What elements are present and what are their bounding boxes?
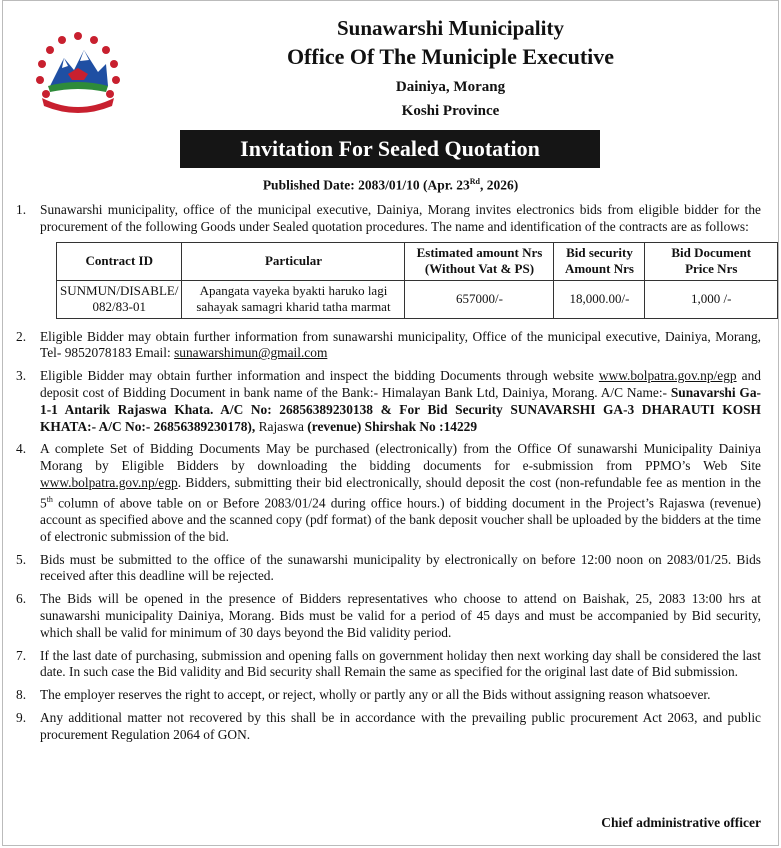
list-item	[16, 648, 761, 682]
list-item	[16, 591, 761, 641]
item-text: Bids must be submitted to the office of the sunawarshi municipality by electronically on before 12:00 noon on 2083/01/25. Bids received after this deadline will be rejected.	[40, 551, 761, 584]
list-item	[16, 202, 761, 236]
nepal-government-emblem-icon	[28, 28, 128, 120]
item-text: If the last date of purchasing, submission and opening falls on government holiday then next working day shall be considered the last date. In such case the Bid validity and Bid security shall Remain the same as specified for the original last date of Bid submission.	[40, 647, 761, 680]
item-text: A complete Set of Bidding Documents May be purchased (electronically) from the Office Of sunawarshi Municipality Dainiya Morang by Eligible Bidders by downloading the bidding documents for e-submission from PPMO’s Web Site www.bolpatra.gov.np/egp. Bidders, submitting their bid electronically, should deposit the cost (non-refundable fee as mention in the 5th column of above table on or Before 2083/01/24 during office hours.) of bidding document in the Project’s Rajaswa (revenue) account as specified above and the scanned copy (pdf format) of the bank deposit voucher shall be uploaded by the bidders at the time of electronic submission of the bid.	[40, 441, 761, 544]
title-banner: Invitation For Sealed Quotation	[180, 130, 600, 168]
municipality-name: Sunawarshi Municipality	[337, 16, 564, 40]
item-number: 1.	[16, 202, 27, 217]
item-text: Eligible Bidder may obtain further information from sunawarshi municipality, Office of the municipal executive, Dainiya, Morang, Tel- 9852078183 Email: sunawarshimun@gmail.com	[40, 328, 761, 361]
item-number: 2.	[16, 328, 27, 344]
item-number: 5.	[16, 551, 27, 567]
header-bid-document-price: Bid Document Price Nrs	[645, 242, 778, 280]
list-item	[16, 710, 761, 744]
header-particular: Particular	[182, 242, 405, 280]
table-row	[57, 280, 778, 318]
item-text: Sunawarshi municipality, office of the municipal executive, Dainiya, Morang invites electronics bids from eligible bidder for the procurement of the following Goods under Sealed quotation procedures. The name and identification of the contracts are as follows:	[40, 202, 761, 234]
website-link[interactable]: www.bolpatra.gov.np/egp	[598, 368, 737, 384]
website-link[interactable]: www.bolpatra.gov.np/egp	[40, 474, 178, 490]
item-number: 9.	[16, 710, 27, 725]
contracts-table	[56, 242, 778, 319]
item-text: Any additional matter not recovered by this shall be in accordance with the prevailing public procurement Act 2063, and public procurement Regulation 2064 of GON.	[40, 710, 761, 742]
notice-body	[16, 202, 761, 750]
province-line: Koshi Province	[401, 103, 500, 119]
item-number: 3.	[16, 368, 27, 384]
list-item	[16, 687, 761, 704]
item-number: 6.	[16, 591, 27, 607]
email-link[interactable]: sunawarshimun@gmail.com	[174, 345, 328, 361]
item-text: The Bids will be opened in the presence of Bidders representatives who choose to attend on Baishak, 25, 2083 13:00 hrs at sunawarshi municipality Dainiya, Morang. Bids must be valid for a period of 45 days and must be accompanied by Bid security, which shall be valid for minimum of 30 days beyond the Bid validity period.	[40, 591, 761, 640]
list-item	[16, 441, 761, 545]
item-number: 8.	[16, 687, 27, 703]
table-header-row	[57, 242, 778, 280]
list-item	[16, 329, 761, 363]
signature-title: Chief administrative officer	[601, 815, 761, 830]
cell-particular: Apangata vayeka byakti haruko lagi sahayak samagri kharid tatha marmat	[182, 280, 405, 318]
list-item	[16, 552, 761, 586]
item-number: 4.	[16, 441, 27, 457]
header-bid-security: Bid security Amount Nrs	[554, 242, 645, 280]
header-contract-id: Contract ID	[57, 242, 182, 280]
list-item	[16, 368, 761, 435]
header-estimated-amount: Estimated amount Nrs (Without Vat & PS)	[405, 242, 554, 280]
published-date: Published Date: 2083/01/10 (Apr. 23Rd, 2026)	[262, 177, 519, 193]
cell-document-price: 1,000 /-	[645, 280, 778, 318]
item-text: Eligible Bidder may obtain further information and inspect the bidding Documents through website www.bolpatra.gov.np/egp and deposit cost of Bidding Document in bank name of the Bank:- Himalayan Bank Ltd, Dainiya, Morang. A/C Name:- Sunavarshi Ga-1-1 Antarik Rajaswa Khata. A/C No: 26856389230138 & For Bid Security SUNAVARSHI GA-3 DHARAUTI KOSH KHATA:- A/C No:- 26856389230178), Rajaswa (revenue) Shirshak No :14229	[40, 368, 761, 434]
item-text: The employer reserves the right to accept, or reject, wholly or partly any or all the Bids without assigning reason whatsoever.	[40, 687, 711, 703]
cell-estimated-amount: 657000/-	[405, 280, 554, 318]
item-number: 7.	[16, 647, 27, 663]
cell-bid-security: 18,000.00/-	[554, 280, 645, 318]
cell-contract-id: SUNMUN/DISABLE/ 082/83-01	[57, 280, 182, 318]
header	[120, 14, 781, 122]
office-name: Office Of The Municiple Executive	[286, 44, 615, 69]
address-line: Dainiya, Morang	[395, 79, 506, 95]
